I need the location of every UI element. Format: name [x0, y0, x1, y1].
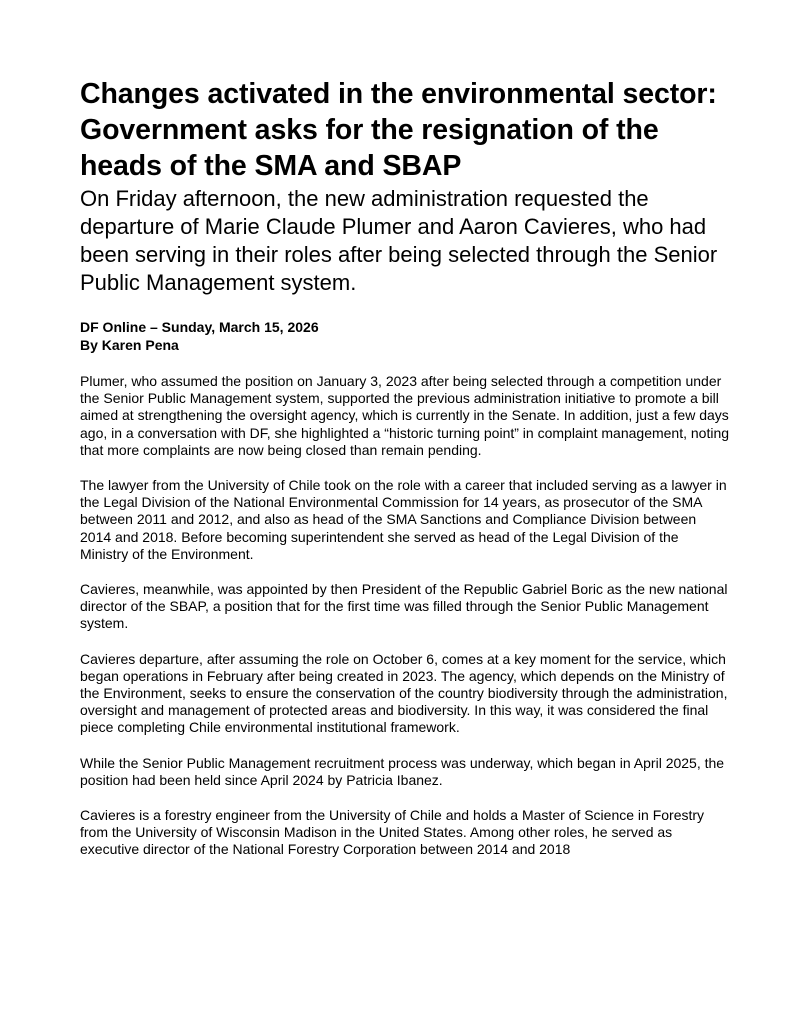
author: By Karen Pena [80, 337, 179, 353]
dateline: DF Online – Sunday, March 15, 2026 [80, 319, 319, 335]
article-body [80, 373, 730, 859]
article-subheadline: On Friday afternoon, the new administration requested the departure of Marie Claude Plumer and Aaron Cavieres, who had been serving in their roles after being selected through the Senior Public Management system. [80, 186, 718, 295]
body-paragraph: Cavieres departure, after assuming the role on October 6, comes at a key moment for the service, which began operations in February after being created in 2023. The agency, which depends on the Ministry of the Environment, seeks to ensure the conservation of the country biodiversity through the administration, oversight and management of protected areas and biodiversity. In this way, it was considered the final piece completing Chile environmental institutional framework. [80, 650, 728, 736]
article-headline: Changes activated in the environmental sector: Government asks for the resignation of the heads of the SMA and SBAP [80, 78, 717, 182]
article [80, 76, 730, 877]
body-paragraph: Plumer, who assumed the position on January 3, 2023 after being selected through a competition under the Senior Public Management system, supported the previous administration initiative to promote a bill aimed at strengthening the oversight agency, which is currently in the Senate. In addition, just a few days ago, in a conversation with DF, she highlighted a “historic turning point” in complaint management, noting that more complaints are now being closed than remain pending. [80, 373, 730, 458]
body-paragraph: While the Senior Public Management recruitment process was underway, which began in April 2025, the position had been held since April 2024 by Patricia Ibanez. [80, 754, 725, 788]
body-paragraph: Cavieres, meanwhile, was appointed by then President of the Republic Gabriel Boric as the new national director of the SBAP, a position that for the first time was filled through the Senior Public Management system. [80, 581, 728, 632]
body-paragraph: The lawyer from the University of Chile took on the role with a career that included serving as a lawyer in the Legal Division of the National Environmental Commission for 14 years, as prosecutor of the SMA between 2011 and 2012, and also as head of the SMA Sanctions and Compliance Division between 2014 and 2018. Before becoming superintendent she served as head of the Legal Division of the Ministry of the Environment. [80, 477, 727, 562]
body-paragraph: Cavieres is a forestry engineer from the University of Chile and holds a Master of Science in Forestry from the University of Wisconsin Madison in the United States. Among other roles, he served as executive director of the National Forestry Corporation between 2014 and 2018 [80, 807, 705, 858]
byline [80, 318, 730, 354]
